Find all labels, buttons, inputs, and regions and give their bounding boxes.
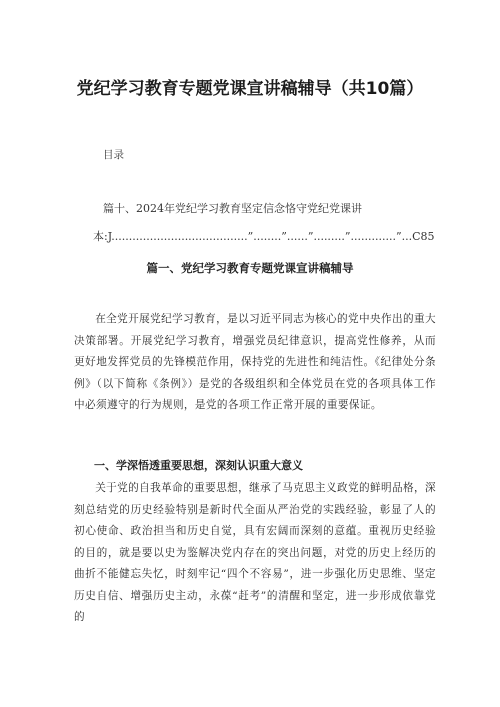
sub-heading-1: 一、学深悟透重要思想，深刻认识重大意义 bbox=[94, 459, 303, 472]
body-paragraph-2: 关于党的自我革命的重要思想，继承了马克思主义政党的鲜明品格，深刻总结党的历史经验特别是新时代全面从严治党的实践经验，彰显了人的初心使命、政治担当和历史自觉，具有宏阔而深刻的意蕴。重视历史经验的目的，就是要以史为鉴解决党内存在的突出问题，对党的历史上经历的曲折不能健忘失忆，时刻牢记“四个不容易”，进一步强化历史思维、坚定历史自信、增强历史主动，永葆“赶考”的清醒和坚定，进一步形成依靠党的 bbox=[74, 482, 436, 623]
body-paragraph-1: 在全党开展党纪学习教育，是以习近平同志为核心的党中央作出的重大决策部署。开展党纪学习教育，增强党员纪律意识，提高党性修养，从而更好地发挥党员的先锋模范作用，保持党的先进性和纯洁性。《纪律处分条例》（以下简称《条例》）是党的各级组织和全体党员在党的各项具体工作中必须遵守的行为规则，是党的各项工作正常开展的重要保证。 bbox=[74, 313, 436, 411]
toc-label: 目录 bbox=[103, 149, 124, 161]
document-title: 党纪学习教育专题党课宣讲稿辅导（共10篇） bbox=[76, 79, 424, 99]
toc-entry-line-2[interactable]: 本:J.......................................”........”......”.........”.............”...C85 bbox=[93, 230, 435, 243]
toc-entry-line-1[interactable]: 篇十、2024年党纪学习教育坚定信念恪守党纪党课讲 bbox=[103, 202, 362, 215]
section-heading: 篇一、党纪学习教育专题党课宣讲稿辅导 bbox=[146, 261, 354, 275]
